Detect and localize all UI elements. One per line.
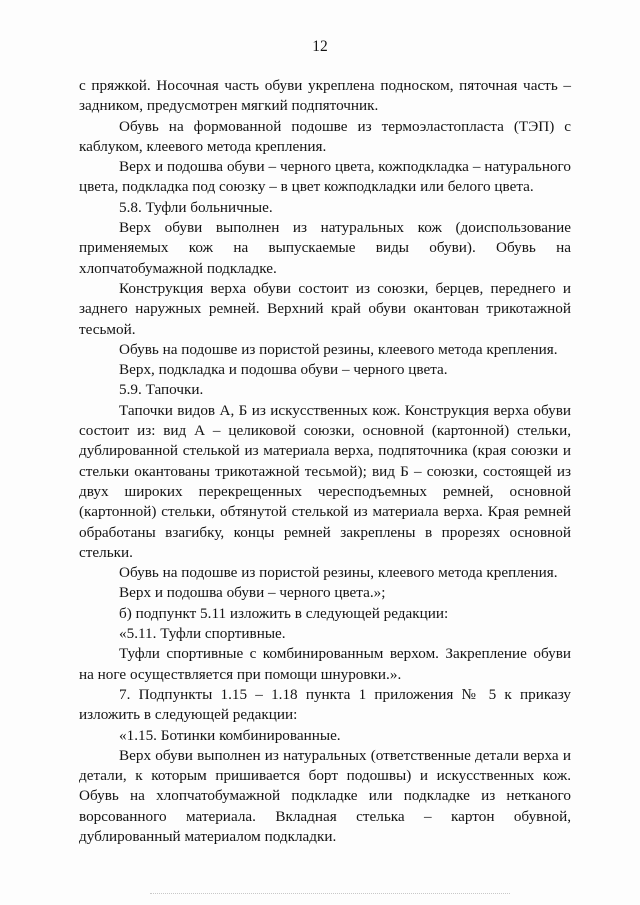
paragraph: Туфли спортивные с комбинированным верхом. Закрепление обуви на ноге осуществляется при помощи шнуровки.». [79,645,571,683]
paragraph: Обувь на подошве из пористой резины, клеевого метода крепления. [119,564,558,582]
page-number: 12 [312,38,328,55]
page-edge-rule [150,893,510,895]
paragraph: 7. Подпункты 1.15 – 1.18 пункта 1 приложения № 5 к приказу изложить в следующей редакции: [79,685,571,724]
paragraph: Верх и подошва обуви – черного цвета, кожподкладка – натурального цвета, подкладка под союзку – в цвет кожподкладки или белого цвета. [79,158,571,196]
section-heading: 5.9. Тапочки. [119,381,204,399]
section-heading: «5.11. Туфли спортивные. [119,625,286,643]
paragraph: б) подпункт 5.11 изложить в следующей редакции: [119,604,449,622]
paragraph: Верх, подкладка и подошва обуви – черного цвета. [119,361,448,379]
paragraph: Конструкция верха обуви состоит из союзки, берцев, переднего и заднего наружных ремней. Верхний край обуви окантован трикотажной тесьмой. [79,279,571,338]
paragraph: Верх и подошва обуви – черного цвета.»; [119,584,386,602]
paragraph: Обувь на формованной подошве из термоэластопласта (ТЭП) с каблуком, клеевого метода крепления. [79,117,571,155]
body-text [79,76,571,847]
paragraph: Верх обуви выполнен из натуральных (ответственные детали верха и детали, к которым пришивается борт подошвы) и искусственных кож. Обувь на хлопчатобумажной подкладке или подкладке из нетканого ворсованного материала. Вкладная стелька – картон обувной, дублированный материалом подкладки. [79,746,571,845]
paragraph: с пряжкой. Носочная часть обуви укреплена подноском, пяточная часть – задником, предусмотрен мягкий подпяточник. [79,77,571,115]
paragraph: Тапочки видов А, Б из искусственных кож. Конструкция верха обуви состоит из: вид А – целиковой союзки, основной (картонной) стельки, дублированной стелькой из материала верха, подпяточника (края союзки и стельки окантованы трикотажной тесьмой); вид Б – союзки, состоящей из двух широких перекрещенных чересподъемных ремней, основной (картонной) стельки, обтянутой стелькой из материала верха. Края ремней обработаны взагибку, концы ремней закреплены в прорезях основной стельки. [79,401,571,561]
paragraph: Верх обуви выполнен из натуральных кож (доиспользование применяемых кож на выпускаемые виды обуви). Обувь на хлопчатобумажной подкладке. [79,219,571,277]
paragraph: Обувь на подошве из пористой резины, клеевого метода крепления. [119,340,558,358]
section-heading: «1.15. Ботинки комбинированные. [119,726,341,744]
section-heading: 5.8. Туфли больничные. [119,198,273,216]
